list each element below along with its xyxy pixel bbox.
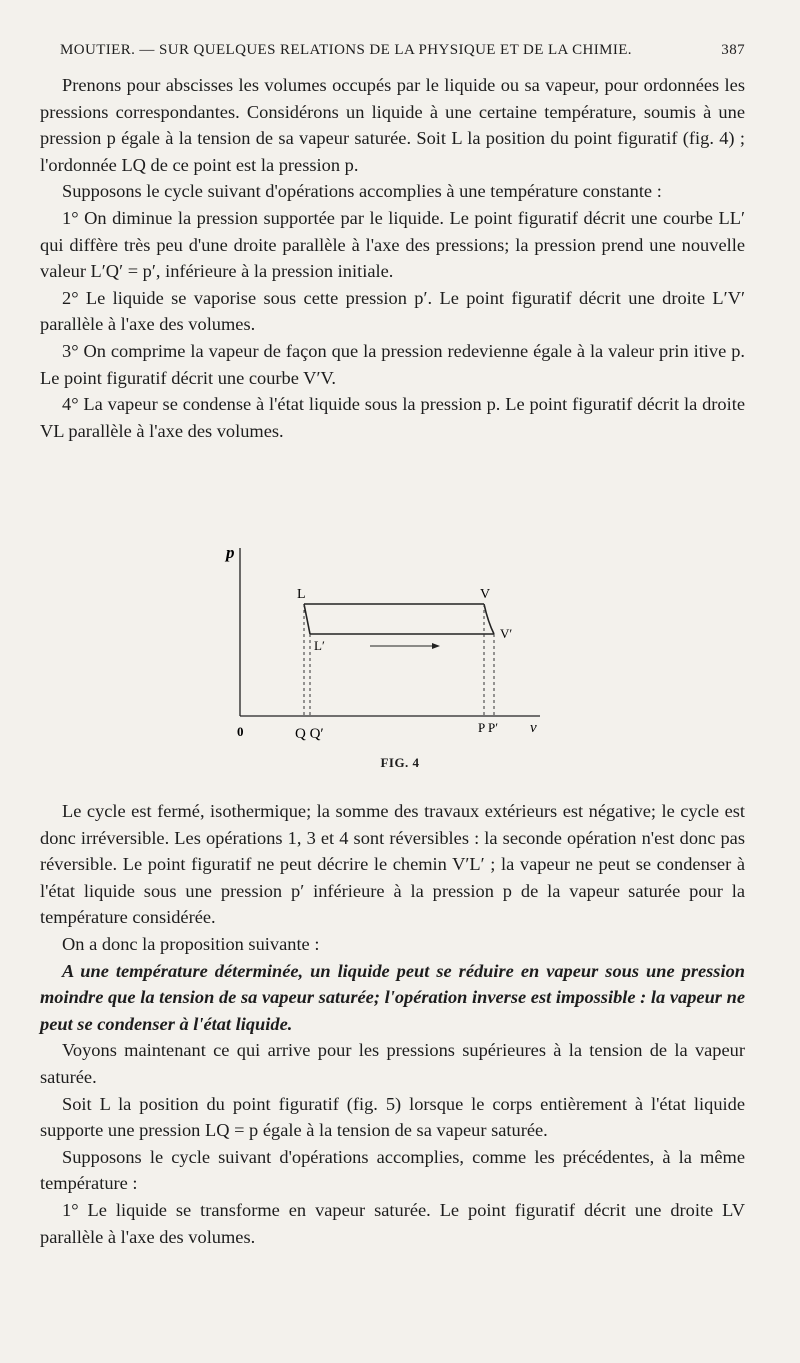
curve-VpV	[484, 604, 494, 634]
label-v: v	[530, 720, 537, 736]
page-number: 387	[721, 42, 745, 58]
paragraph-step-4: 4° La vapeur se condense à l'état liquide sous la pression p. Le point figuratif décrit la droite VL parallèle à l'axe des volumes.	[40, 394, 745, 441]
label-origin: 0	[237, 724, 244, 739]
text-block-bottom	[40, 798, 745, 1250]
label-L: L	[297, 587, 306, 602]
label-Q-pair: Q Q′	[295, 726, 324, 742]
text-block-top	[40, 72, 745, 444]
label-P-pair: P P′	[478, 720, 499, 735]
paragraph-intro: Prenons pour abscisses les volumes occupés par le liquide ou sa vapeur, pour ordonnées les pressions correspondantes. Considérons un liquide à une certaine température, soumis à une pression p égale à la tension de sa vapeur saturée. Soit L la position du point figuratif (fig. 4) ; l'ordonnée LQ de ce point est la pression p.	[40, 75, 745, 175]
paragraph-proposition: A une température déterminée, un liquide peut se réduire en vapeur sous une pression moindre que la tension de sa vapeur saturée; l'opération inverse est impossible : la vapeur ne peut se condenser à l'état liquide.	[40, 960, 745, 1034]
figure-4-diagram	[200, 536, 560, 751]
paragraph-cycle-closed: Le cycle est fermé, isothermique; la somme des travaux extérieurs est négative; le cycle est donc irréversible. Les opérations 1, 3 et 4 sont réversibles : la seconde opération n'est donc pas réversible. Le point figuratif ne peut décrire le chemin V′L′ ; la vapeur ne peut se condenser à l'état liquide sous une pression p′ inférieure à la pression p de la vapeur saturée pour la température considérée.	[40, 801, 745, 928]
label-V-prime: V′	[500, 626, 513, 641]
figure-caption: FIG. 4	[380, 755, 420, 770]
paragraph-step-2: 2° Le liquide se vaporise sous cette pression p′. Le point figuratif décrit une droite L′V′ parallèle à l'axe des volumes.	[40, 287, 745, 335]
arrow-head-icon	[432, 643, 440, 649]
paragraph-fig5-intro: Soit L la position du point figuratif (fig. 5) lorsque le corps entièrement à l'état liquide supporte une pression LQ = p égale à la tension de sa vapeur saturée.	[40, 1093, 745, 1141]
curve-LLp	[304, 604, 310, 634]
paragraph-step-3: 3° On comprime la vapeur de façon que la pression redevienne égale à la valeur prin itive p. Le point figuratif décrit une courbe V′V.	[40, 340, 745, 388]
paragraph-second-cycle: Supposons le cycle suivant d'opérations accomplies, comme les précédentes, à la même température :	[40, 1146, 745, 1194]
running-header	[60, 42, 745, 59]
paragraph-proposition-intro: On a donc la proposition suivante :	[62, 933, 320, 954]
paragraph-step-1: 1° On diminue la pression supportée par le liquide. Le point figuratif décrit une courbe LL′ qui diffère très peu d'une droite parallèle à l'axe des pressions; la pression prend une nouvelle valeur L′Q′ = p′, inférieure à la pression initiale.	[40, 207, 745, 282]
paragraph-cycle-intro: Supposons le cycle suivant d'opérations accomplies à une température constante :	[62, 181, 662, 202]
label-p: p	[226, 543, 235, 562]
paragraph-higher-pressures: Voyons maintenant ce qui arrive pour les pressions supérieures à la tension de la vapeur saturée.	[40, 1040, 745, 1087]
label-L-prime: L′	[314, 638, 325, 653]
pv-diagram	[200, 536, 560, 751]
label-V: V	[480, 587, 491, 602]
running-title: MOUTIER. — SUR QUELQUES RELATIONS DE LA PHYSIQUE ET DE LA CHIMIE.	[60, 42, 632, 58]
paragraph-second-step-1: 1° Le liquide se transforme en vapeur saturée. Le point figuratif décrit une droite LV parallèle à l'axe des volumes.	[40, 1199, 745, 1247]
